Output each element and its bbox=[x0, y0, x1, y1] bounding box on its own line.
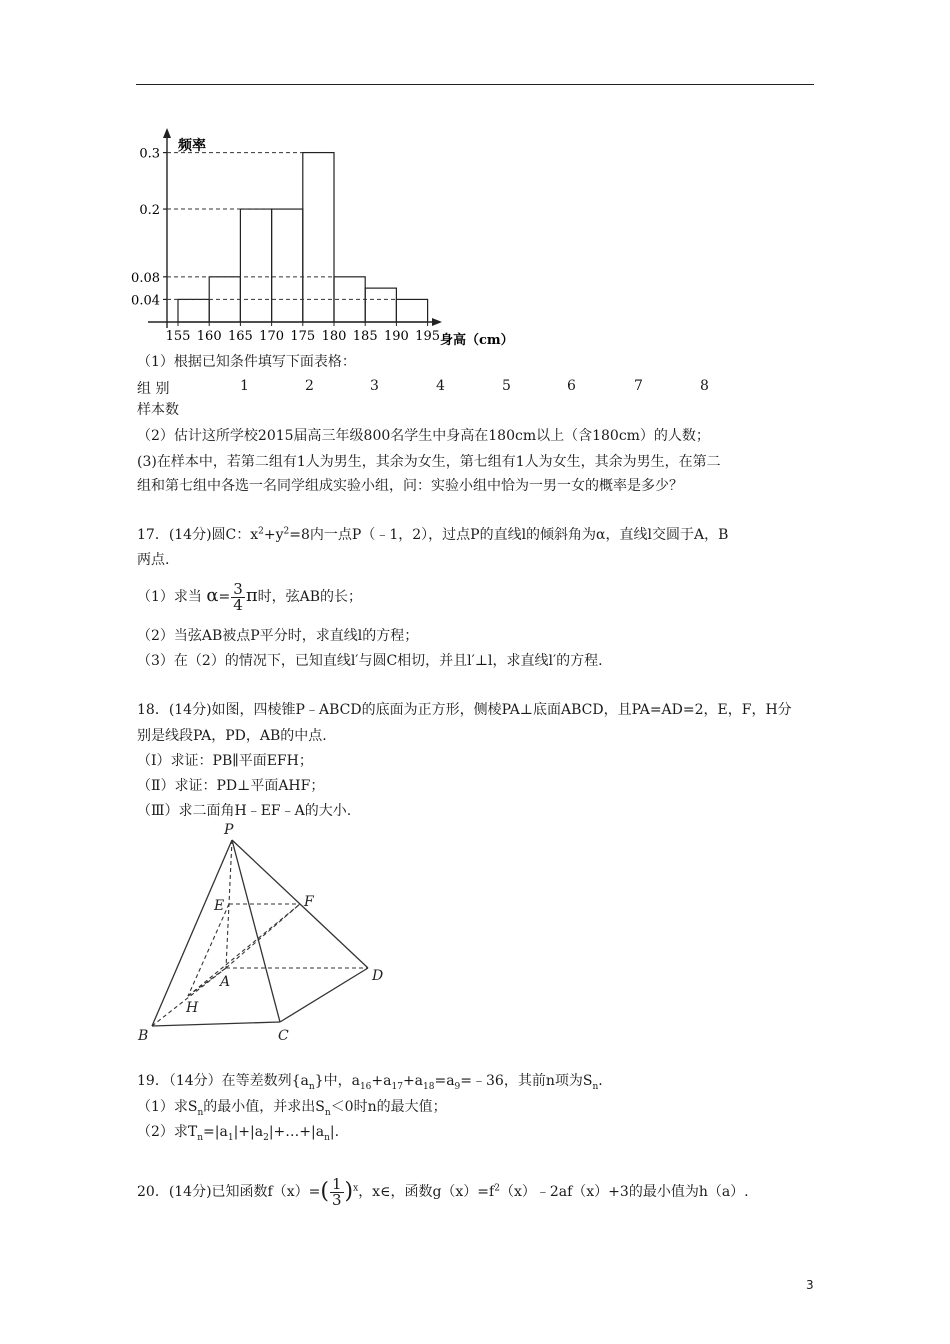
label-P: P bbox=[224, 822, 234, 838]
q16-part3b: 组和第七组中各选一名同学组成实验小组，问：实验小组中恰为一男一女的概率是多少？ bbox=[137, 478, 683, 494]
x-tick-label: 180 bbox=[321, 329, 347, 344]
hist-x-title: 身高（cm） bbox=[440, 333, 514, 348]
y-tick-label: 0.2 bbox=[139, 203, 160, 219]
x-axis-arrow bbox=[432, 318, 442, 326]
label-A: A bbox=[220, 974, 231, 990]
group-label: 组 别 bbox=[137, 381, 170, 397]
q17-stem-cont: 两点. bbox=[137, 552, 170, 568]
q18-part1: （Ⅰ）求证：PB∥平面EFH； bbox=[137, 753, 313, 769]
group-cell: 8 bbox=[700, 378, 709, 394]
group-cell: 3 bbox=[370, 378, 379, 394]
histogram-bar bbox=[396, 299, 427, 322]
q19-part2: （2）求$T_n=|a_1|+|a_2|+\dots+|a_n|$. bbox=[137, 1124, 340, 1143]
group-cell: 5 bbox=[502, 378, 511, 394]
q17-stem: 17．(14分)圆C：$x^2+y^2=8$内一点P（﹣1，2），过点P的直线l的倾斜角为α，直线l交圆于A，B bbox=[137, 526, 729, 543]
q19-stem: 19．（14分）在等差数列$\{a_n\}$中，$a_{16}+a_{17}+a_{18}=a_9=﹣36$，其前n项为$S_n$. bbox=[137, 1073, 603, 1092]
q16-part3a: (3)在样本中，若第二组有1人为男生，其余为女生，第七组有1人为女生，其余为男生，在第二 bbox=[137, 454, 721, 470]
x-tick-label: 170 bbox=[259, 329, 285, 344]
x-tick-label: 165 bbox=[227, 329, 253, 344]
q17-part1: （1）求当 α= $\frac{3}{4}$ π时，弦AB的长； bbox=[137, 579, 363, 614]
label-D: D bbox=[372, 968, 384, 984]
y-tick-label: 0.04 bbox=[131, 293, 160, 309]
label-B: B bbox=[138, 1028, 149, 1044]
histogram-bar bbox=[178, 299, 209, 322]
histogram-bar bbox=[303, 153, 334, 322]
fraction-3-4: $\frac{3}{4}$ bbox=[233, 579, 243, 614]
q18-part3: （Ⅲ）求二面角H﹣EF﹣A的大小. bbox=[137, 803, 352, 819]
x-tick-label: 160 bbox=[196, 329, 222, 344]
x-tick-label: 155 bbox=[165, 329, 191, 344]
edge-BA bbox=[152, 968, 226, 1026]
q17-part3: （3）在（2）的情况下，已知直线l′与圆C相切，并且l′⊥l，求直线l′的方程. bbox=[137, 653, 603, 669]
label-C: C bbox=[278, 1028, 289, 1044]
x-tick-label: 175 bbox=[290, 329, 316, 344]
group-cell: 1 bbox=[240, 378, 249, 394]
q20-stem: 20．(14分)已知函数f（x）=( $\frac{1}{3}$ )$^x$，x∈，函数$g(x)=f^2(x)﹣2af(x)+3$的最小值为h（a）. bbox=[137, 1174, 749, 1209]
q18-stem: 18．(14分)如图，四棱锥P﹣ABCD的底面为正方形，侧棱PA⊥底面ABCD，且PA=AD=2，E，F，H分 bbox=[137, 702, 792, 718]
page-number: 3 bbox=[806, 1278, 814, 1292]
group-cell: 2 bbox=[305, 378, 314, 394]
q19-part1: （1）求$S_n$的最小值，并求出$S_n<0$时n的最大值； bbox=[137, 1099, 447, 1118]
group-cell: 4 bbox=[436, 378, 445, 394]
group-cell: 7 bbox=[634, 378, 643, 394]
x-tick-label: 185 bbox=[352, 329, 378, 344]
pyramid-figure bbox=[130, 818, 400, 1050]
histogram-bar bbox=[365, 288, 396, 322]
group-cell: 6 bbox=[567, 378, 576, 394]
header-rule bbox=[136, 84, 814, 85]
q16-part1: （1）根据已知条件填写下面表格： bbox=[137, 354, 356, 370]
edge-PB bbox=[152, 840, 232, 1026]
q18-stem-cont: 别是线段PA，PD，AB的中点. bbox=[137, 728, 327, 744]
histogram-bar bbox=[240, 209, 271, 322]
seg-HF bbox=[188, 904, 300, 996]
x-tick-label: 190 bbox=[383, 329, 409, 344]
fraction-1-3: $\frac{1}{3}$ bbox=[331, 1174, 342, 1209]
histogram-bar bbox=[272, 209, 303, 322]
edge-BC bbox=[152, 1022, 280, 1026]
edge-CD bbox=[280, 968, 368, 1022]
label-H: H bbox=[186, 1000, 199, 1016]
x-tick-label: 195 bbox=[415, 329, 441, 344]
q18-part2: （Ⅱ）求证：PD⊥平面AHF； bbox=[137, 778, 325, 794]
sample-label: 样本数 bbox=[137, 402, 179, 418]
height-histogram bbox=[130, 122, 530, 352]
edge-PC bbox=[232, 840, 280, 1022]
q16-part2: （2）估计这所学校2015届高三年级800名学生中身高在180cm以上（含180cm）的人数； bbox=[137, 428, 710, 444]
hist-y-title: 频率 bbox=[178, 138, 206, 154]
y-tick-label: 0.3 bbox=[139, 146, 160, 162]
y-axis-arrow bbox=[163, 128, 171, 138]
label-F: F bbox=[304, 894, 314, 910]
label-E: E bbox=[214, 898, 225, 914]
y-tick-label: 0.08 bbox=[131, 270, 160, 286]
q17-part2: （2）当弦AB被点P平分时，求直线l的方程； bbox=[137, 628, 419, 644]
